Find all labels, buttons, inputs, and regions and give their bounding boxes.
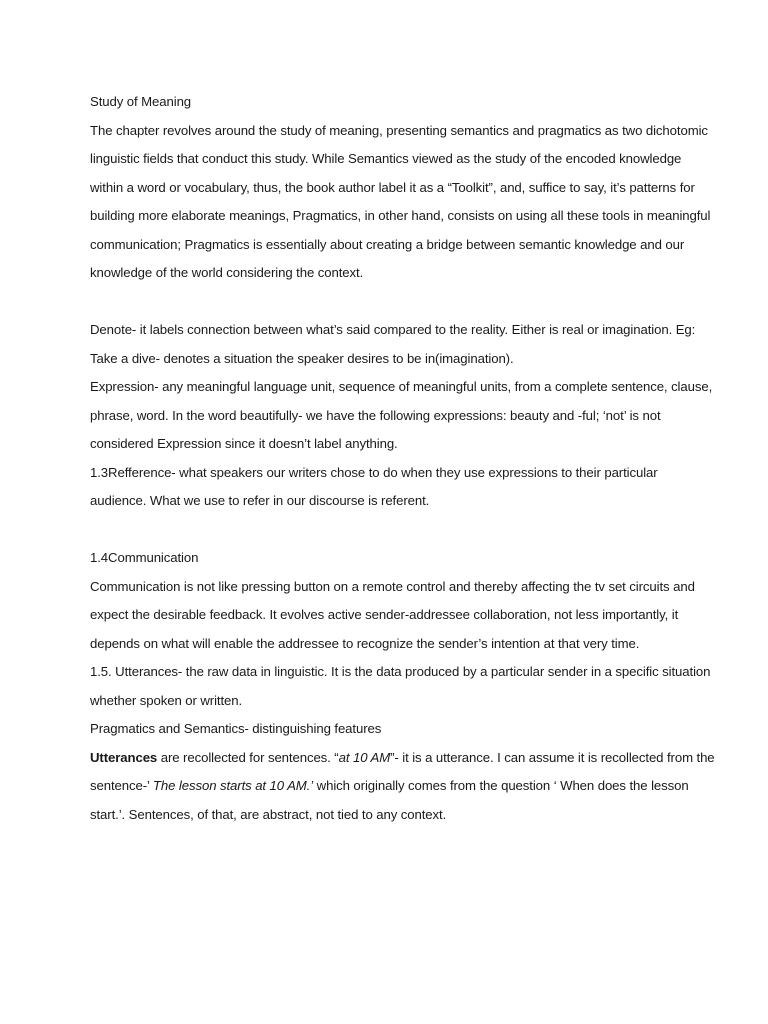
utterances-text-part2: ”- it is a utterance. I can assume it is recollected from the sentence-’ [90, 749, 715, 793]
paragraph-denote: Denote- it labels connection between what’s said compared to the reality. Either is real or imagination. Eg: Take a dive- denotes a situation the speaker desires to be in(imagination). [90, 322, 696, 366]
utterances-example-time: at 10 AM [338, 749, 391, 765]
paragraph-utterances [90, 744, 715, 830]
utterances-example-sentence: The lesson starts at 10 AM.’ [152, 778, 314, 793]
paragraph-expression: Expression- any meaningful language unit, sequence of meaningful units, from a complete sentence, clause, phrase, word. In the word beautifully- we have the following expressions: beauty and -ful; ‘not’ is not considered Expression since it doesn’t label anything. [90, 379, 713, 451]
section-heading-communication: 1.4Communication [90, 550, 199, 565]
utterances-term: Utterances [90, 749, 158, 765]
subheading-distinguishing-features: Pragmatics and Semantics- distinguishing features [90, 721, 382, 736]
paragraph-reference: 1.3Refference- what speakers our writers chose to do when they use expressions to their particular audience. What we use to refer in our discourse is referent. [90, 464, 658, 508]
paragraph-gap [90, 516, 715, 545]
utterances-text-part1: are recollected for sentences. “ [157, 749, 339, 765]
paragraph-utterances-definition: 1.5. Utterances- the raw data in linguistic. It is the data produced by a particular sender in a specific situation whether spoken or written. [90, 664, 711, 708]
paragraph-communication: Communication is not like pressing button on a remote control and thereby affecting the tv set circuits and expect the desirable feedback. It evolves active sender-addressee collaboration, not less importantly, it depends on what will enable the addressee to recognize the sender’s intention at that very time. [90, 578, 695, 651]
paragraph-gap [90, 288, 715, 317]
section-heading-study-of-meaning: Study of Meaning [90, 94, 192, 109]
utterances-text-part3: which originally comes from the question ‘ When does the lesson start.’. Sentences, of that, are abstract, not tied to any context. [90, 778, 689, 822]
paragraph-study-of-meaning: The chapter revolves around the study of meaning, presenting semantics and pragmatics as two dichotomic linguistic fields that conduct this study. While Semantics viewed as the study of the encoded knowledge within a word or vocabulary, thus, the book author label it as a “Toolkit”, and, suffice to say, it’s patterns for building more elaborate meanings, Pragmatics, in other hand, consists on using all these tools in meaningful communication; Pragmatics is essentially about creating a bridge between semantic knowledge and our knowledge of the world considering the context. [90, 122, 711, 280]
document-body [90, 88, 715, 829]
